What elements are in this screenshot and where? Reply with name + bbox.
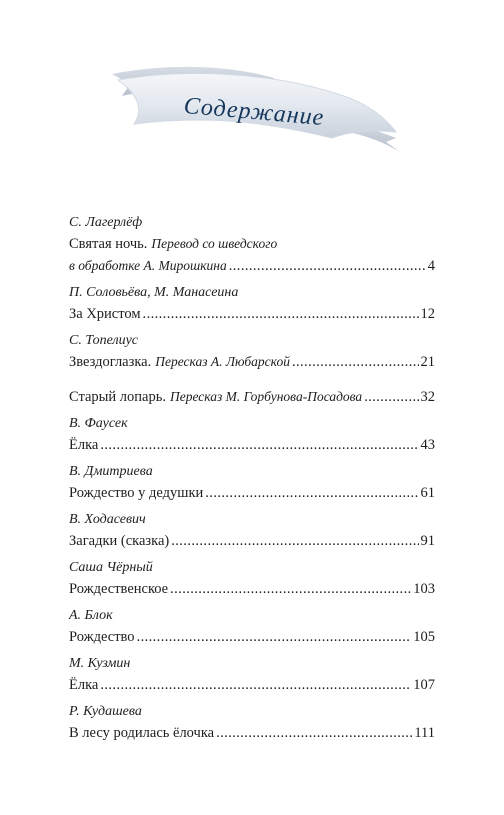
- toc-note: Пересказ А. Любарской: [155, 354, 290, 369]
- toc-title: В лесу родилась ёлочка: [69, 725, 215, 741]
- toc-title: За Христом: [69, 306, 141, 322]
- toc-page-number: 91: [420, 533, 435, 549]
- toc-entry: [69, 413, 435, 456]
- toc-author: В. Фаусек: [69, 416, 128, 431]
- toc-leader: [216, 722, 412, 744]
- toc-entry: [69, 282, 435, 325]
- toc-author: С. Лагерлёф: [69, 215, 143, 230]
- toc-title: Звездоглазка.: [69, 354, 152, 370]
- toc-author: Р. Кудашева: [69, 704, 142, 719]
- toc-leader: [137, 626, 412, 648]
- toc-author: П. Соловьёва, М. Манасеина: [69, 285, 239, 300]
- toc-leader: [205, 482, 418, 504]
- toc-title: Старый лопарь.: [69, 389, 166, 405]
- toc-entry: [69, 330, 435, 373]
- toc-title: Рождественское: [69, 581, 169, 597]
- toc-leader: [100, 434, 418, 456]
- toc-leader: [143, 303, 419, 325]
- toc-title: Рождество: [69, 629, 135, 645]
- toc-leader: [171, 530, 418, 552]
- toc-page-number: 21: [420, 354, 435, 370]
- toc-entry: [69, 605, 435, 648]
- toc-page-number: 12: [420, 306, 435, 322]
- toc-title: Ёлка: [69, 437, 99, 453]
- page-title: Содержание: [182, 92, 326, 131]
- toc-title: Загадки (сказка): [69, 533, 170, 549]
- toc-page-number: 4: [427, 258, 435, 274]
- toc-leader: [292, 351, 419, 373]
- table-of-contents: [69, 212, 435, 749]
- toc-page-number: 43: [420, 437, 435, 453]
- toc-entry: [69, 701, 435, 744]
- toc-author: В. Ходасевич: [69, 512, 146, 527]
- toc-leader: [170, 578, 411, 600]
- toc-title: Ёлка: [69, 677, 99, 693]
- toc-page-number: 105: [413, 629, 435, 645]
- toc-entry: [69, 653, 435, 696]
- toc-author: С. Топелиус: [69, 333, 139, 348]
- toc-page-number: 32: [420, 389, 435, 405]
- toc-entry: [69, 557, 435, 600]
- toc-page-number: 103: [413, 581, 435, 597]
- toc-page-number: 111: [414, 725, 435, 741]
- toc-author: А. Блок: [69, 608, 113, 623]
- heading-ribbon: [104, 66, 404, 158]
- toc-entry: [69, 212, 435, 277]
- toc-leader: [229, 255, 426, 277]
- toc-leader: [364, 386, 418, 408]
- toc-page-number: 61: [420, 485, 435, 501]
- toc-entry: [69, 461, 435, 504]
- toc-entry: [69, 509, 435, 552]
- toc-note: в обработке А. Мирошкина: [69, 258, 227, 273]
- toc-author: М. Кузмин: [69, 656, 131, 671]
- toc-note: Перевод со шведского: [151, 236, 278, 251]
- toc-author: Саша Чёрный: [69, 560, 153, 575]
- toc-title: Рождество у дедушки: [69, 485, 204, 501]
- toc-page-number: 107: [413, 677, 435, 693]
- toc-entry: [69, 386, 435, 408]
- toc-leader: [100, 674, 411, 696]
- toc-note: Пересказ М. Горбунова-Посадова: [169, 389, 363, 404]
- toc-author: В. Дмитриева: [69, 464, 153, 479]
- toc-title: Святая ночь.: [69, 236, 148, 252]
